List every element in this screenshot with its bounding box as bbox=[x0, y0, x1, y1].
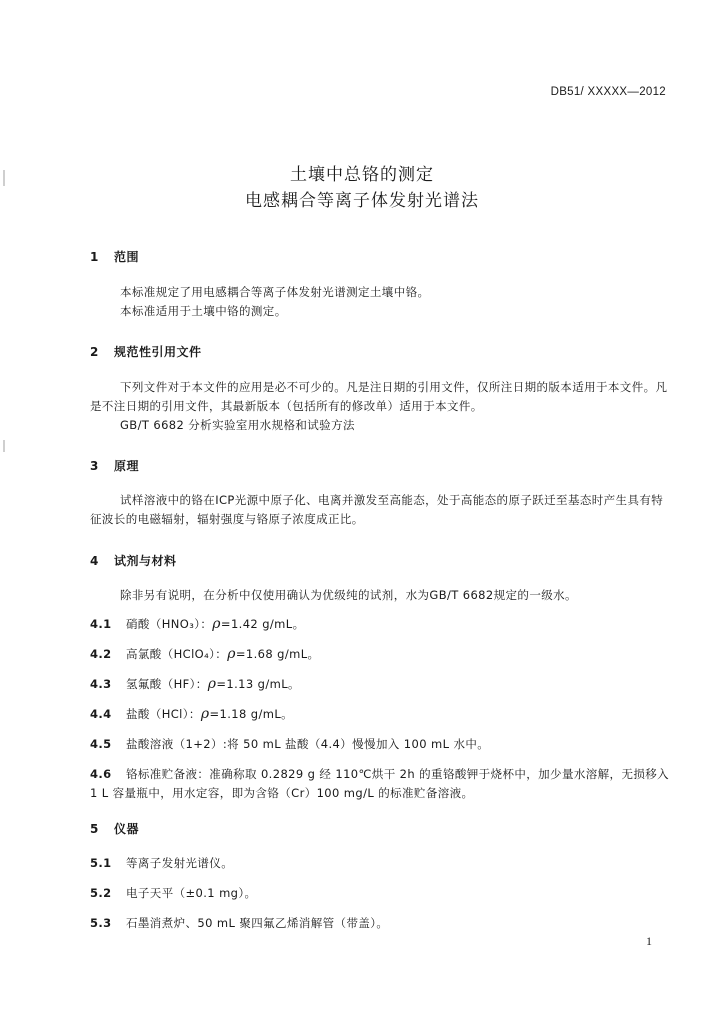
item-name: 氢氟酸（HF）： bbox=[126, 677, 208, 691]
section-number: 1 bbox=[90, 250, 99, 264]
item-value: =1.68 g/mL。 bbox=[235, 647, 320, 661]
item-number: 5.3 bbox=[90, 916, 112, 930]
item-text: 铬标准贮备液：准确称取 0.2829 g 经 110℃烘干 2h 的重铬酸钾于烧杯中，加少量水溶解，无损移入 1 L 容量瓶中，用水定容，即为含铬（Cr）100 mg/L 的标准贮备溶液。 bbox=[90, 767, 670, 800]
item-value: =1.18 g/mL。 bbox=[209, 707, 294, 721]
section-number: 5 bbox=[90, 822, 99, 836]
list-item bbox=[90, 765, 670, 803]
scan-margin-mark bbox=[3, 440, 5, 452]
paragraph: 下列文件对于本文件的应用是必不可少的。凡是注日期的引用文件，仅所注日期的版本适用于本文件。凡是不注日期的引用文件，其最新版本（包括所有的修改单）适用于本文件。 bbox=[90, 380, 668, 413]
standard-code: DB51/ XXXXX—2012 bbox=[550, 86, 666, 98]
item-text: 盐酸溶液（1+2）:将 50 mL 盐酸（4.4）慢慢加入 100 mL 水中。 bbox=[126, 737, 490, 751]
item-number: 5.1 bbox=[90, 856, 112, 870]
paragraph: 除非另有说明，在分析中仅使用确认为优级纯的试剂，水为GB/T 6682规定的一级水。 bbox=[120, 588, 577, 602]
page-number: 1 bbox=[646, 934, 652, 948]
section-title: 原理 bbox=[114, 459, 140, 473]
rho-symbol: ρ bbox=[227, 646, 236, 662]
list-item bbox=[90, 735, 670, 754]
section-4-heading bbox=[90, 552, 177, 569]
paragraph: 本标准适用于土壤中铬的测定。 bbox=[120, 304, 287, 318]
list-item bbox=[90, 884, 670, 903]
section-number: 2 bbox=[90, 345, 99, 359]
title-line-2: 电感耦合等离子体发射光谱法 bbox=[245, 191, 479, 211]
section-number: 3 bbox=[90, 459, 99, 473]
section-3-heading bbox=[90, 457, 139, 474]
title-line-1: 土壤中总铬的测定 bbox=[290, 165, 434, 185]
list-item bbox=[90, 854, 670, 873]
list-item bbox=[90, 705, 670, 724]
item-number: 4.6 bbox=[90, 767, 112, 781]
list-item bbox=[90, 675, 670, 694]
paragraph: 试样溶液中的铬在ICP光源中原子化、电离并激发至高能态，处于高能态的原子跃迁至基态时产生具有特征波长的电磁辐射，辐射强度与铬原子浓度成正比。 bbox=[90, 493, 664, 526]
item-number: 4.3 bbox=[90, 677, 112, 691]
item-text: 电子天平（±0.1 mg）。 bbox=[126, 886, 257, 900]
item-number: 4.5 bbox=[90, 737, 112, 751]
item-number: 4.1 bbox=[90, 617, 112, 631]
item-name: 高氯酸（HClO₄）： bbox=[126, 647, 228, 661]
section-title: 范围 bbox=[114, 250, 140, 264]
list-item bbox=[90, 645, 670, 664]
item-number: 4.4 bbox=[90, 707, 112, 721]
item-name: 硝酸（HNO₃）： bbox=[126, 617, 213, 631]
paragraph: 本标准规定了用电感耦合等离子体发射光谱测定土壤中铬。 bbox=[120, 285, 430, 299]
rho-symbol: ρ bbox=[200, 706, 210, 722]
item-value: =1.13 g/mL。 bbox=[216, 677, 300, 691]
item-name: 盐酸（HCl）： bbox=[126, 707, 201, 721]
item-text: 石墨消煮炉、50 mL 聚四氟乙烯消解管（带盖）。 bbox=[126, 916, 389, 930]
section-5-heading bbox=[90, 820, 139, 837]
rho-symbol: ρ bbox=[212, 616, 221, 632]
list-item bbox=[90, 914, 670, 933]
section-title: 试剂与材料 bbox=[114, 554, 177, 568]
item-number: 5.2 bbox=[90, 886, 112, 900]
item-number: 4.2 bbox=[90, 647, 112, 661]
section-title: 规范性引用文件 bbox=[114, 345, 202, 359]
section-2-heading bbox=[90, 343, 202, 360]
section-number: 4 bbox=[90, 554, 99, 568]
section-1-heading bbox=[90, 248, 139, 265]
paragraph: GB/T 6682 分析实验室用水规格和试验方法 bbox=[120, 418, 355, 432]
rho-symbol: ρ bbox=[207, 676, 217, 692]
section-title: 仪器 bbox=[114, 822, 140, 836]
item-text: 等离子发射光谱仪。 bbox=[126, 856, 234, 870]
item-value: =1.42 g/mL。 bbox=[220, 617, 305, 631]
list-item bbox=[90, 615, 670, 634]
